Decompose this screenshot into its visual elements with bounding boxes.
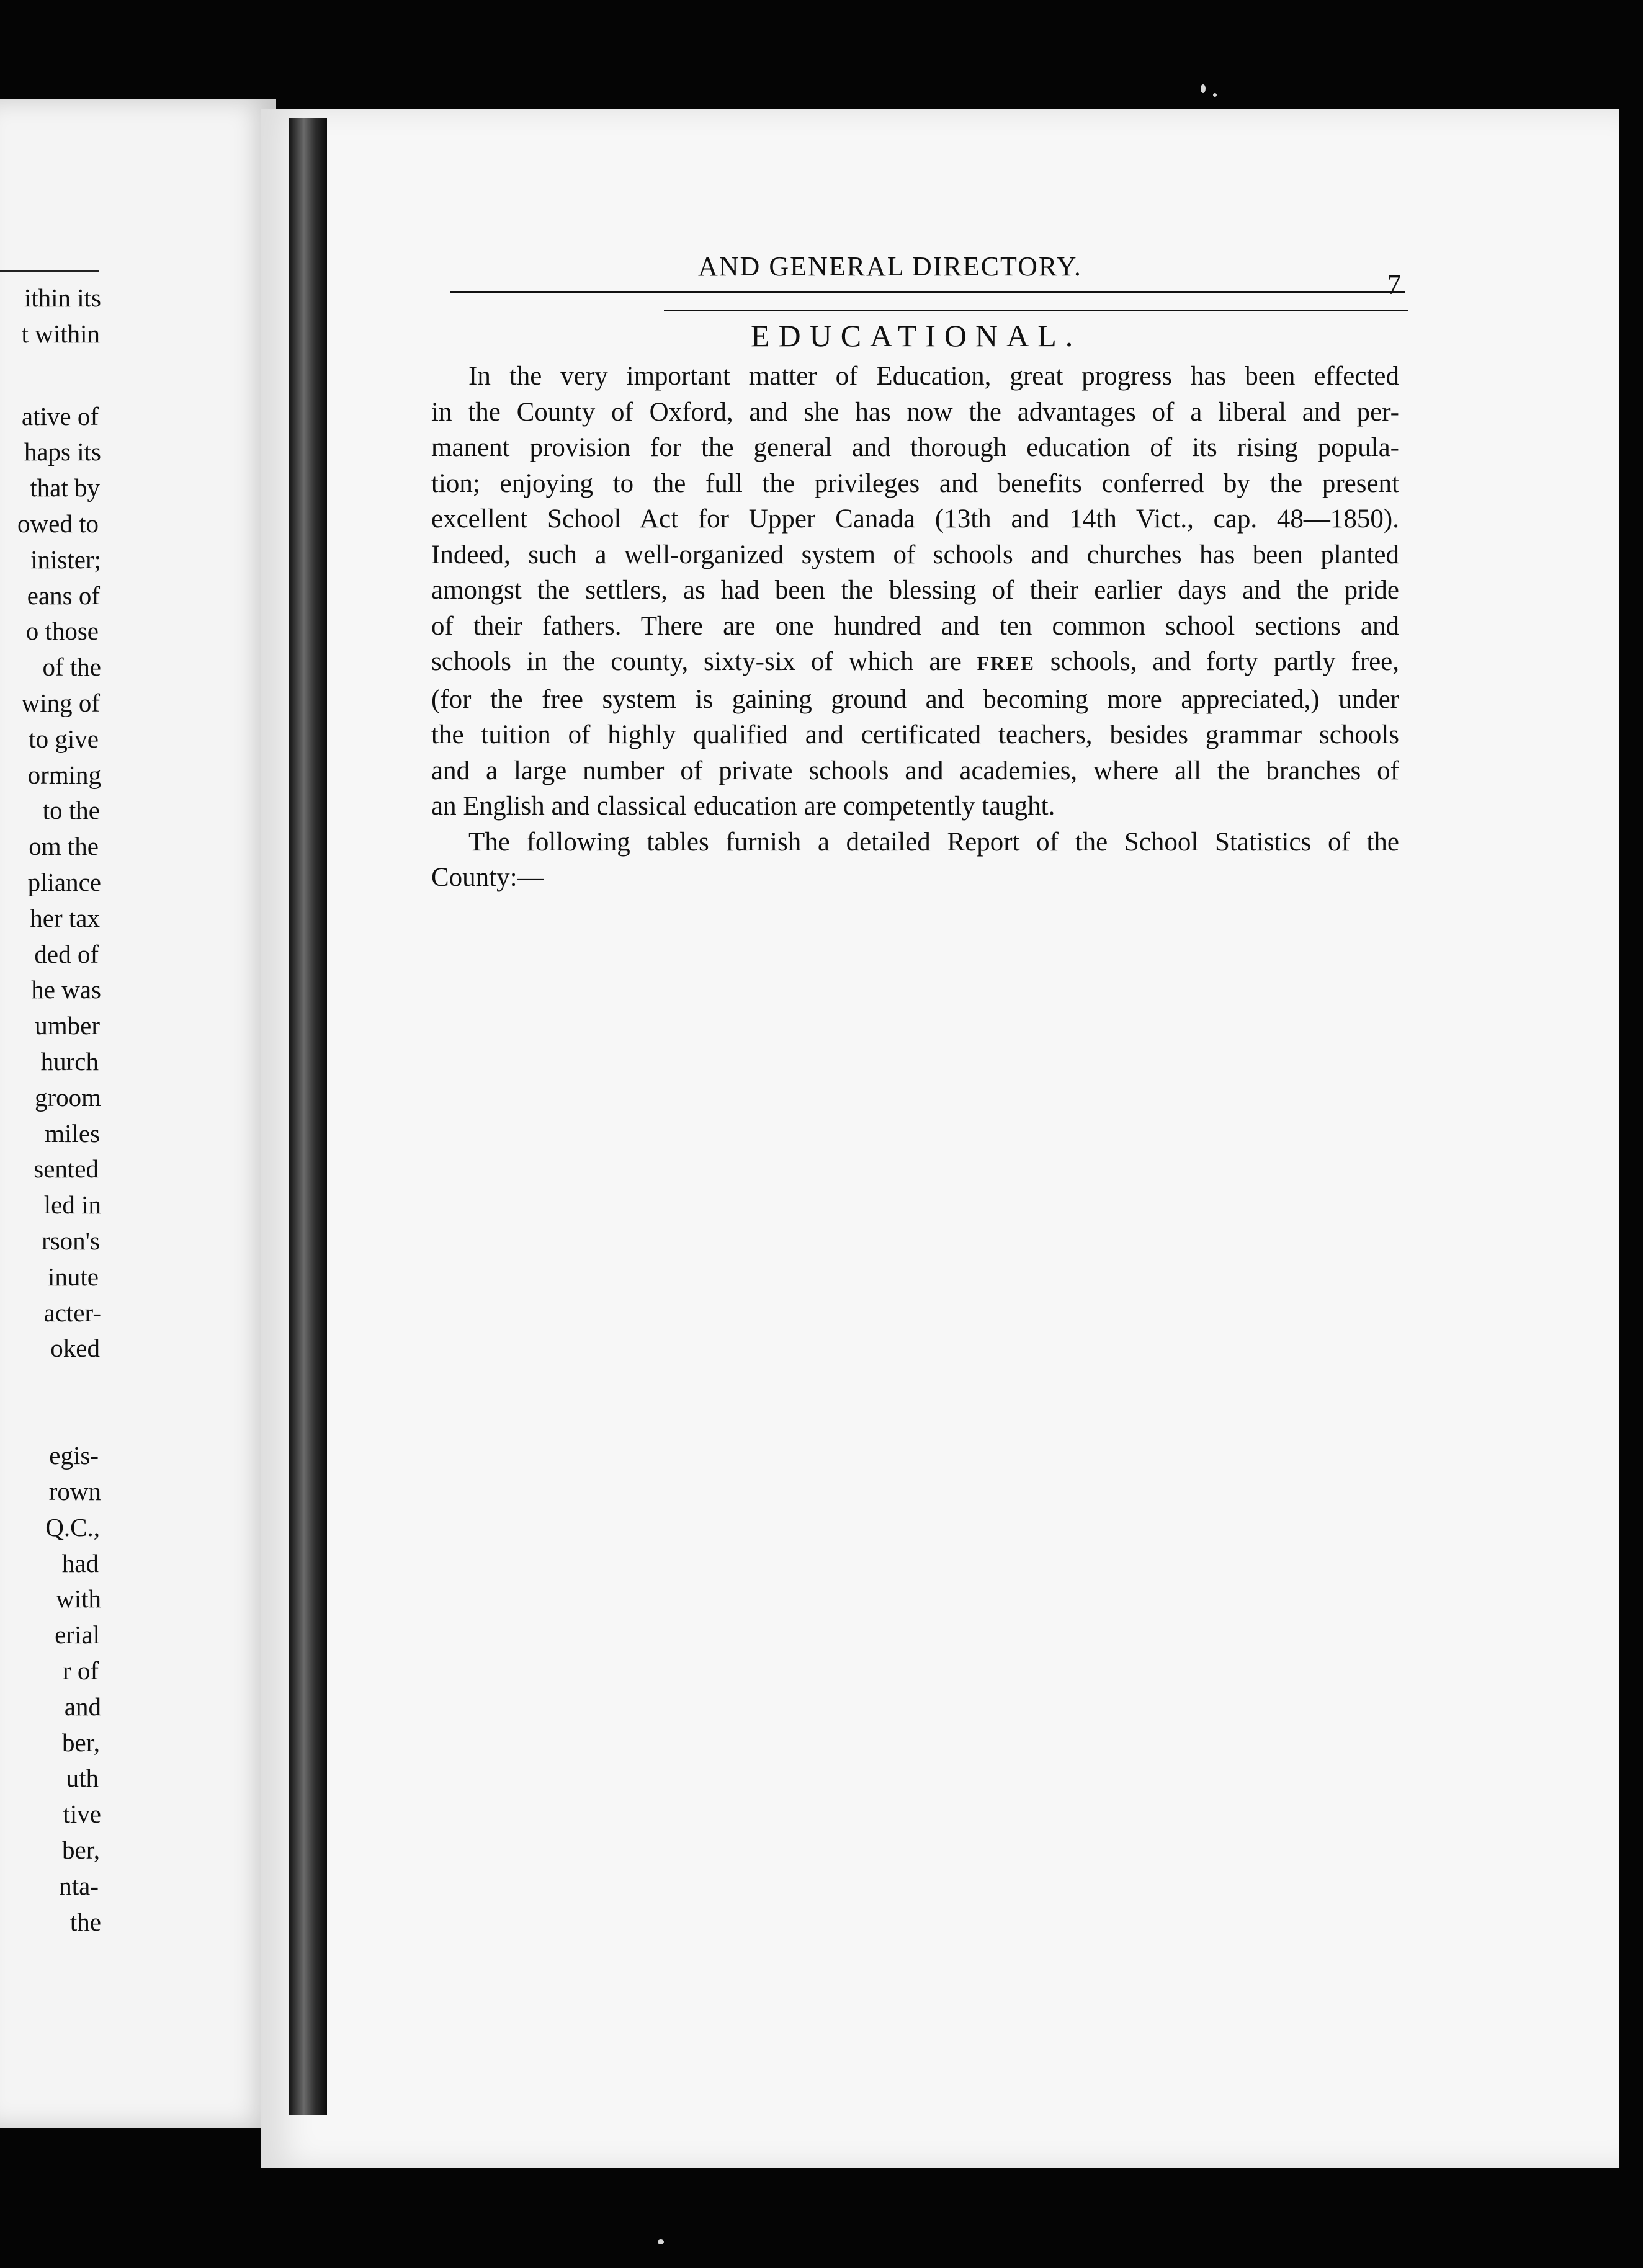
- left-page-line: rown: [48, 1477, 101, 1506]
- left-page-line: eans of: [27, 581, 100, 610]
- left-page-line: of the: [42, 653, 101, 682]
- text-line: an English and classical education are competently taught.: [431, 792, 1055, 821]
- left-page-line: ithin its: [24, 284, 101, 312]
- text-line: in the County of Oxford, and she has now the advantages of a liberal and per-: [431, 397, 1399, 427]
- left-page-line: tive: [63, 1800, 101, 1829]
- left-page-line: umber: [35, 1011, 100, 1040]
- left-page-line: inister;: [30, 545, 101, 574]
- text-line: Indeed, such a well-organized system of schools and churches has been planted: [431, 540, 1399, 569]
- text-line: In the very important matter of Education, great progress has been effected: [468, 362, 1399, 391]
- header-rule: [450, 291, 1405, 293]
- left-page-line: and: [64, 1692, 101, 1721]
- left-page-line: t within: [21, 319, 100, 348]
- left-page-edge: [0, 99, 276, 2128]
- left-page-line: owed to: [17, 509, 99, 538]
- left-page-line: miles: [45, 1118, 100, 1148]
- text-line: excellent School Act for Upper Canada (13th and 14th Vict., cap. 48—1850).: [431, 504, 1399, 534]
- text-line: amongst the settlers, as had been the blessing of their earlier days and the pride: [431, 576, 1399, 605]
- left-page-line: ber,: [62, 1728, 100, 1757]
- left-page-line: haps its: [24, 437, 101, 467]
- left-page-line: oked: [50, 1334, 100, 1363]
- left-page-line: hurch: [40, 1047, 99, 1076]
- text-segment: schools in the county, sixty-six of which are: [431, 647, 962, 676]
- left-page-line: the: [69, 1907, 101, 1936]
- left-page-rule: [0, 270, 99, 272]
- left-page-line: that by: [30, 473, 100, 502]
- text-line: tion; enjoying to the full the privileges and benefits conferred by the present: [431, 468, 1399, 498]
- left-page-line: had: [61, 1548, 99, 1578]
- text-line: The following tables furnish a detailed Report of the School Statistics of the: [468, 827, 1399, 857]
- left-page-line: led in: [43, 1190, 101, 1220]
- dust-speck: [658, 2239, 664, 2244]
- text-line: manent provision for the general and thorough education of its rising popula-: [431, 433, 1399, 462]
- body-text: [431, 359, 1399, 896]
- page-number: 7: [1387, 269, 1401, 300]
- left-page-line: rson's: [42, 1226, 100, 1255]
- text-line: and a large number of private schools and academies, where all the branches of: [431, 756, 1399, 785]
- left-page-line: inute: [48, 1262, 99, 1291]
- text-line: the tuition of highly qualified and certificated teachers, besides grammar schools: [431, 720, 1399, 749]
- left-page-line: to give: [29, 724, 99, 753]
- left-page-line: pliance: [27, 868, 101, 896]
- left-page-line: to the: [42, 796, 100, 825]
- left-page-line: uth: [66, 1764, 99, 1793]
- left-page-line: sented: [34, 1154, 99, 1184]
- left-page-line: orming: [27, 760, 101, 789]
- dust-speck: [1213, 93, 1217, 97]
- text-line: County:—: [431, 863, 544, 892]
- left-page-line: ative of: [21, 401, 99, 431]
- left-page-line: o those: [25, 617, 99, 646]
- left-page-line: nta-: [59, 1871, 99, 1900]
- left-page-line: erial: [55, 1620, 100, 1650]
- left-page-line: ber,: [62, 1836, 100, 1864]
- section-title: EDUCATIONAL.: [751, 318, 1082, 353]
- book-binding: [289, 118, 327, 2115]
- left-page-line: her tax: [30, 903, 100, 932]
- left-page-line: ded of: [34, 939, 99, 968]
- text-line: of their fathers. There are one hundred and ten common school sections and: [431, 611, 1399, 641]
- left-page-line: with: [56, 1584, 101, 1614]
- left-page-line: acter-: [43, 1298, 101, 1327]
- left-page-line: he was: [31, 975, 101, 1004]
- left-page-line: egis-: [49, 1441, 99, 1470]
- left-page-line: groom: [34, 1083, 101, 1112]
- free-smallcaps: FREE: [977, 652, 1035, 674]
- left-page-line: r of: [62, 1656, 99, 1685]
- left-page-line: Q.C.,: [45, 1512, 100, 1542]
- dust-speck: [1201, 84, 1206, 93]
- text-line: (for the free system is gaining ground and becoming more appreciated,) under: [431, 684, 1399, 714]
- text-line: [431, 644, 1399, 682]
- left-page-line: om the: [29, 832, 99, 861]
- running-head: AND GENERAL DIRECTORY.: [698, 251, 1082, 282]
- left-page-line: wing of: [21, 689, 100, 717]
- header-rule-secondary: [664, 310, 1408, 311]
- text-segment: schools, and forty partly free,: [1050, 647, 1400, 676]
